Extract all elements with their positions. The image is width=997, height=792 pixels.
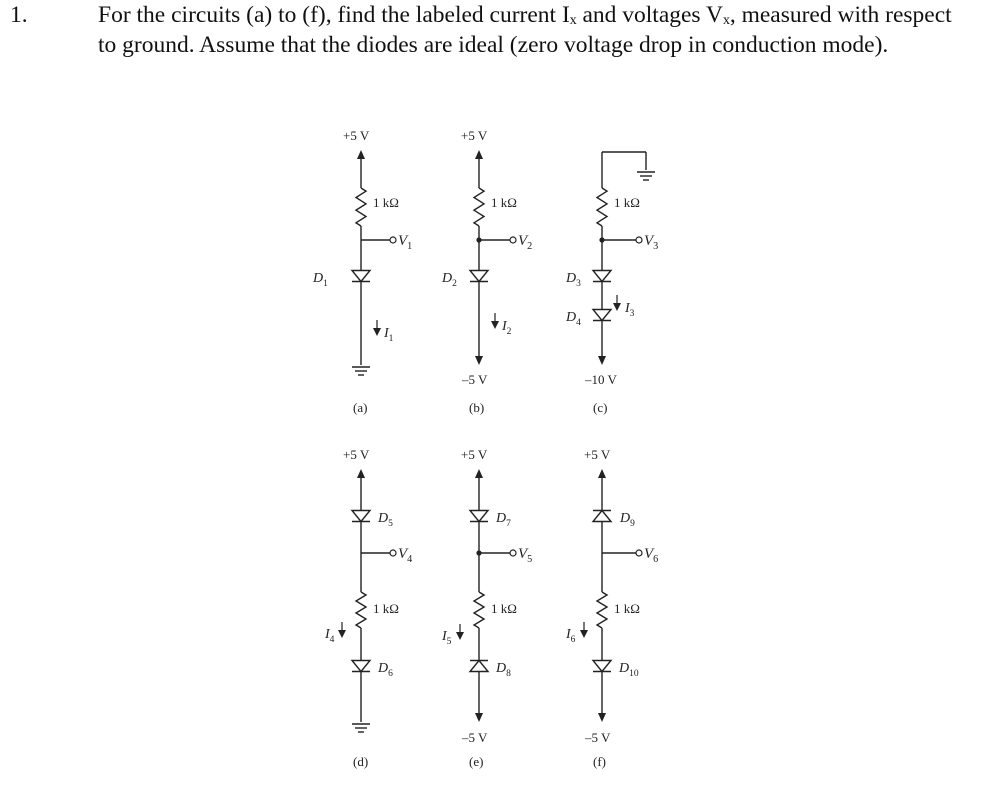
node-dot-e xyxy=(476,550,481,555)
label-d7: $D_7$ xyxy=(496,511,511,529)
diode-d4 xyxy=(593,310,611,321)
current-arrow-i5 xyxy=(456,632,464,640)
resistor-e xyxy=(474,592,484,628)
resistor-label-c: 1 kΩ xyxy=(614,195,640,210)
caption-a: (a) xyxy=(353,400,368,415)
label-i5: $I_5$ xyxy=(442,629,452,647)
diode-d7 xyxy=(470,511,488,522)
supply-arrow-a xyxy=(357,150,365,159)
label-v6: $V_6$ xyxy=(644,546,659,565)
supply-arrow-b-neg xyxy=(475,356,483,365)
terminal-v3 xyxy=(636,237,642,243)
label-d1: $D_1$ xyxy=(313,271,328,289)
label-d4: $D_4$ xyxy=(566,310,581,328)
label-d9: $D_9$ xyxy=(620,511,635,529)
resistor-c xyxy=(597,188,607,226)
diode-d8 xyxy=(470,661,488,672)
caption-b: (b) xyxy=(469,400,485,415)
label-d3: $D_3$ xyxy=(566,271,581,289)
label-v4: $V_4$ xyxy=(398,546,413,565)
supply-arrow-d xyxy=(357,469,365,478)
label-d6: $D_6$ xyxy=(378,661,393,679)
diode-d5 xyxy=(352,511,370,522)
terminal-v6 xyxy=(636,550,642,556)
current-arrow-i4 xyxy=(338,630,346,638)
terminal-v2 xyxy=(510,237,516,243)
supply-label-f: +5 V xyxy=(584,447,611,462)
resistor-f xyxy=(597,592,607,628)
supply-arrow-e xyxy=(475,469,483,478)
supply-arrow-e-neg xyxy=(475,713,483,722)
resistor-label-a: 1 kΩ xyxy=(373,195,399,210)
ground-d xyxy=(352,724,370,732)
label-i1: $I_1$ xyxy=(384,326,394,344)
label-v3: $V_3$ xyxy=(644,233,659,252)
diode-d6 xyxy=(352,661,370,672)
resistor-label-e: 1 kΩ xyxy=(491,601,517,616)
label-v1: $V_1$ xyxy=(398,233,413,252)
supply-label-d: +5 V xyxy=(343,447,370,462)
label-d8: $D_8$ xyxy=(496,661,511,679)
resistor-label-b: 1 kΩ xyxy=(491,195,517,210)
label-v2: $V_2$ xyxy=(518,233,533,252)
resistor-a xyxy=(356,188,366,226)
label-d10: $D_{10}$ xyxy=(619,661,639,679)
circuit-labels xyxy=(312,128,658,769)
supply-label-b-neg: –5 V xyxy=(462,372,488,387)
terminal-v5 xyxy=(510,550,516,556)
supply-arrow-f-neg xyxy=(598,713,606,722)
supply-label-a: +5 V xyxy=(343,128,370,143)
label-d5: $D_5$ xyxy=(378,511,393,529)
resistor-label-f: 1 kΩ xyxy=(614,601,640,616)
node-dot-b xyxy=(476,237,481,242)
caption-c: (c) xyxy=(593,400,608,415)
supply-arrow-b xyxy=(475,150,483,159)
supply-arrow-c-neg xyxy=(598,356,606,365)
caption-e: (e) xyxy=(469,754,484,769)
ground-c xyxy=(637,172,655,180)
current-arrow-i3 xyxy=(613,303,621,311)
question-line-1: For the circuits (a) to (f), find the labeled current Iₓ and voltages Vₓ, measured with respect xyxy=(98,2,952,28)
terminal-v1 xyxy=(390,237,396,243)
label-d2: $D_2$ xyxy=(442,271,457,289)
diode-d9 xyxy=(593,511,611,522)
diode-d2 xyxy=(470,271,488,282)
ground-a xyxy=(352,367,370,375)
resistor-b xyxy=(474,188,484,226)
supply-label-c-neg: –10 V xyxy=(585,372,617,387)
node-dot-c xyxy=(599,237,604,242)
diode-d3 xyxy=(593,271,611,282)
label-i4: $I_4$ xyxy=(325,627,335,645)
supply-label-b: +5 V xyxy=(461,128,488,143)
question-line-2: to ground. Assume that the diodes are ideal (zero voltage drop in conduction mode). xyxy=(98,32,889,58)
question-number: 1. xyxy=(10,2,28,28)
diode-d10 xyxy=(593,661,611,672)
terminal-v4 xyxy=(390,550,396,556)
supply-label-e-neg: –5 V xyxy=(462,730,488,745)
current-arrow-i2 xyxy=(491,321,499,329)
supply-label-e: +5 V xyxy=(461,447,488,462)
circuit-parts xyxy=(338,150,655,732)
label-i3: $I_3$ xyxy=(625,301,635,319)
current-arrow-i1 xyxy=(373,328,381,336)
diode-d1 xyxy=(352,271,370,282)
resistor-d xyxy=(356,592,366,628)
label-i2: $I_2$ xyxy=(502,319,512,337)
supply-arrow-f xyxy=(598,469,606,478)
current-arrow-i6 xyxy=(580,630,588,638)
supply-label-f-neg: –5 V xyxy=(585,730,611,745)
caption-f: (f) xyxy=(593,754,606,769)
caption-d: (d) xyxy=(353,754,369,769)
label-i6: $I_6$ xyxy=(566,627,576,645)
label-v5: $V_5$ xyxy=(518,546,533,565)
resistor-label-d: 1 kΩ xyxy=(373,601,399,616)
